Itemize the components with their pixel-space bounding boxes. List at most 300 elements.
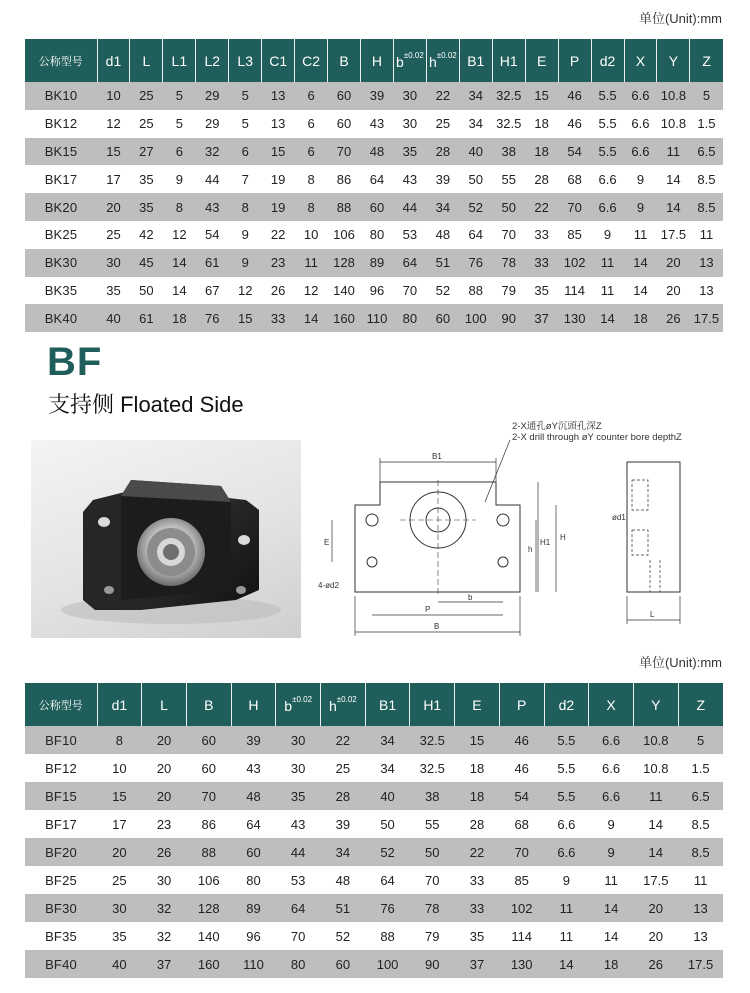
value-cell: 50 bbox=[130, 277, 163, 305]
value-cell: 28 bbox=[525, 165, 558, 193]
value-cell: 9 bbox=[624, 193, 657, 221]
value-cell: 20 bbox=[633, 922, 678, 950]
value-cell: 30 bbox=[97, 249, 130, 277]
value-cell: 44 bbox=[276, 838, 321, 866]
value-cell: 76 bbox=[196, 304, 229, 332]
value-cell: 80 bbox=[276, 950, 321, 978]
value-cell: 70 bbox=[328, 138, 361, 166]
value-cell: 19 bbox=[262, 193, 295, 221]
value-cell: 88 bbox=[365, 922, 410, 950]
value-cell: 12 bbox=[163, 221, 196, 249]
value-cell: 79 bbox=[410, 922, 455, 950]
value-cell: 51 bbox=[426, 249, 459, 277]
value-cell: 30 bbox=[393, 110, 426, 138]
dim-label-d1: ød1 bbox=[612, 513, 626, 522]
value-cell: 11 bbox=[624, 221, 657, 249]
value-cell: 33 bbox=[455, 894, 500, 922]
table-row bbox=[25, 838, 723, 866]
value-cell: 100 bbox=[365, 950, 410, 978]
value-cell: 33 bbox=[455, 866, 500, 894]
value-cell: 8 bbox=[295, 193, 328, 221]
value-cell: 38 bbox=[410, 782, 455, 810]
value-cell: 33 bbox=[525, 249, 558, 277]
value-cell: 106 bbox=[328, 221, 361, 249]
model-cell: BF20 bbox=[25, 838, 97, 866]
value-cell: 6.6 bbox=[589, 754, 634, 782]
value-cell: 32 bbox=[142, 894, 187, 922]
header-d1: d1 bbox=[97, 39, 130, 82]
model-cell: BK25 bbox=[25, 221, 97, 249]
value-cell: 43 bbox=[276, 810, 321, 838]
value-cell: 27 bbox=[130, 138, 163, 166]
value-cell: 28 bbox=[426, 138, 459, 166]
dim-label-h1: H1 bbox=[540, 538, 551, 547]
value-cell: 15 bbox=[262, 138, 295, 166]
value-cell: 1.5 bbox=[678, 754, 723, 782]
dim-label-b-small: b bbox=[468, 593, 473, 602]
value-cell: 28 bbox=[321, 782, 366, 810]
value-cell: 11 bbox=[657, 138, 690, 166]
value-cell: 6.5 bbox=[678, 782, 723, 810]
value-cell: 18 bbox=[455, 782, 500, 810]
value-cell: 14 bbox=[589, 894, 634, 922]
value-cell: 37 bbox=[525, 304, 558, 332]
table-row bbox=[25, 138, 723, 166]
value-cell: 43 bbox=[196, 193, 229, 221]
value-cell: 86 bbox=[186, 810, 231, 838]
model-cell: BK10 bbox=[25, 82, 97, 110]
header-l: L bbox=[142, 683, 187, 726]
value-cell: 34 bbox=[365, 726, 410, 754]
value-cell: 15 bbox=[455, 726, 500, 754]
value-cell: 60 bbox=[361, 193, 394, 221]
value-cell: 14 bbox=[163, 277, 196, 305]
table-row bbox=[25, 165, 723, 193]
table-row bbox=[25, 249, 723, 277]
value-cell: 11 bbox=[633, 782, 678, 810]
header-b1: B1 bbox=[459, 39, 492, 82]
value-cell: 25 bbox=[130, 82, 163, 110]
value-cell: 53 bbox=[393, 221, 426, 249]
value-cell: 5 bbox=[229, 82, 262, 110]
value-cell: 96 bbox=[361, 277, 394, 305]
value-cell: 20 bbox=[142, 726, 187, 754]
value-cell: 8.5 bbox=[690, 193, 723, 221]
value-cell: 9 bbox=[229, 221, 262, 249]
value-cell: 32.5 bbox=[492, 110, 525, 138]
value-cell: 32.5 bbox=[492, 82, 525, 110]
technical-drawing bbox=[310, 410, 730, 650]
value-cell: 20 bbox=[657, 249, 690, 277]
value-cell: 35 bbox=[455, 922, 500, 950]
value-cell: 35 bbox=[130, 193, 163, 221]
value-cell: 40 bbox=[459, 138, 492, 166]
value-cell: 43 bbox=[361, 110, 394, 138]
header-d2: d2 bbox=[544, 683, 589, 726]
value-cell: 15 bbox=[525, 82, 558, 110]
value-cell: 6.6 bbox=[544, 838, 589, 866]
bf-table-header bbox=[25, 683, 723, 726]
table-row bbox=[25, 894, 723, 922]
value-cell: 76 bbox=[365, 894, 410, 922]
value-cell: 20 bbox=[633, 894, 678, 922]
value-cell: 13 bbox=[678, 922, 723, 950]
value-cell: 12 bbox=[295, 277, 328, 305]
header-y: Y bbox=[657, 39, 690, 82]
value-cell: 22 bbox=[455, 838, 500, 866]
tolerance-label: ±0.02 bbox=[436, 51, 457, 60]
value-cell: 22 bbox=[262, 221, 295, 249]
header-h: H bbox=[361, 39, 394, 82]
value-cell: 39 bbox=[426, 165, 459, 193]
value-cell: 11 bbox=[544, 922, 589, 950]
header-model: 公称型号 bbox=[25, 683, 97, 726]
dim-label-h-small: h bbox=[528, 545, 533, 554]
drawing-note-en: 2-X drill through øY counter bore depthZ bbox=[512, 432, 682, 443]
value-cell: 130 bbox=[558, 304, 591, 332]
value-cell: 18 bbox=[455, 754, 500, 782]
value-cell: 10.8 bbox=[633, 754, 678, 782]
value-cell: 9 bbox=[591, 221, 624, 249]
value-cell: 15 bbox=[97, 138, 130, 166]
value-cell: 85 bbox=[499, 866, 544, 894]
value-cell: 50 bbox=[459, 165, 492, 193]
model-cell: BK20 bbox=[25, 193, 97, 221]
bf-subtitle: 支持侧 Floated Side bbox=[48, 392, 244, 417]
value-cell: 35 bbox=[393, 138, 426, 166]
value-cell: 52 bbox=[321, 922, 366, 950]
value-cell: 32.5 bbox=[410, 754, 455, 782]
value-cell: 38 bbox=[492, 138, 525, 166]
value-cell: 61 bbox=[196, 249, 229, 277]
value-cell: 48 bbox=[231, 782, 276, 810]
value-cell: 80 bbox=[361, 221, 394, 249]
table-row bbox=[25, 810, 723, 838]
model-cell: BF15 bbox=[25, 782, 97, 810]
value-cell: 39 bbox=[231, 726, 276, 754]
value-cell: 14 bbox=[591, 304, 624, 332]
value-cell: 48 bbox=[361, 138, 394, 166]
value-cell: 160 bbox=[186, 950, 231, 978]
value-cell: 15 bbox=[229, 304, 262, 332]
value-cell: 9 bbox=[163, 165, 196, 193]
dim-label-b: B bbox=[434, 622, 440, 631]
header-b: $b^{\pm 0.02}$ bbox=[276, 683, 321, 726]
value-cell: 10.8 bbox=[657, 82, 690, 110]
value-cell: 23 bbox=[142, 810, 187, 838]
value-cell: 50 bbox=[410, 838, 455, 866]
value-cell: 18 bbox=[589, 950, 634, 978]
value-cell: 6 bbox=[295, 110, 328, 138]
value-cell: 23 bbox=[262, 249, 295, 277]
value-cell: 5.5 bbox=[591, 110, 624, 138]
value-cell: 60 bbox=[186, 726, 231, 754]
value-cell: 89 bbox=[231, 894, 276, 922]
value-cell: 28 bbox=[455, 810, 500, 838]
value-cell: 14 bbox=[633, 810, 678, 838]
value-cell: 34 bbox=[459, 82, 492, 110]
value-cell: 46 bbox=[558, 82, 591, 110]
value-cell: 110 bbox=[361, 304, 394, 332]
header-h: $h^{\pm 0.02}$ bbox=[321, 683, 366, 726]
value-cell: 26 bbox=[262, 277, 295, 305]
value-cell: 11 bbox=[591, 277, 624, 305]
value-cell: 1.5 bbox=[690, 110, 723, 138]
value-cell: 8 bbox=[295, 165, 328, 193]
value-cell: 26 bbox=[657, 304, 690, 332]
model-cell: BK30 bbox=[25, 249, 97, 277]
value-cell: 25 bbox=[426, 110, 459, 138]
header-b: B bbox=[186, 683, 231, 726]
value-cell: 11 bbox=[690, 221, 723, 249]
value-cell: 46 bbox=[499, 754, 544, 782]
value-cell: 70 bbox=[558, 193, 591, 221]
value-cell: 25 bbox=[130, 110, 163, 138]
header-z: Z bbox=[690, 39, 723, 82]
value-cell: 17.5 bbox=[690, 304, 723, 332]
value-cell: 35 bbox=[97, 922, 142, 950]
value-cell: 102 bbox=[558, 249, 591, 277]
bf-heading: BF bbox=[47, 340, 103, 384]
dim-label-b1: B1 bbox=[432, 452, 442, 461]
value-cell: 140 bbox=[328, 277, 361, 305]
table-row bbox=[25, 726, 723, 754]
value-cell: 19 bbox=[262, 165, 295, 193]
value-cell: 64 bbox=[393, 249, 426, 277]
value-cell: 6.5 bbox=[690, 138, 723, 166]
header-p: P bbox=[558, 39, 591, 82]
value-cell: 80 bbox=[393, 304, 426, 332]
header-d1: d1 bbox=[97, 683, 142, 726]
value-cell: 128 bbox=[328, 249, 361, 277]
value-cell: 30 bbox=[393, 82, 426, 110]
value-cell: 60 bbox=[321, 950, 366, 978]
value-cell: 15 bbox=[97, 782, 142, 810]
value-cell: 68 bbox=[558, 165, 591, 193]
header-l3: L3 bbox=[229, 39, 262, 82]
value-cell: 11 bbox=[589, 866, 634, 894]
table-row bbox=[25, 754, 723, 782]
value-cell: 70 bbox=[276, 922, 321, 950]
value-cell: 35 bbox=[130, 165, 163, 193]
value-cell: 88 bbox=[459, 277, 492, 305]
value-cell: 30 bbox=[276, 726, 321, 754]
value-cell: 13 bbox=[690, 277, 723, 305]
value-cell: 6 bbox=[295, 82, 328, 110]
value-cell: 43 bbox=[393, 165, 426, 193]
dim-label-p: P bbox=[425, 605, 431, 614]
value-cell: 12 bbox=[97, 110, 130, 138]
value-cell: 64 bbox=[365, 866, 410, 894]
value-cell: 10 bbox=[295, 221, 328, 249]
value-cell: 11 bbox=[544, 894, 589, 922]
model-cell: BF30 bbox=[25, 894, 97, 922]
table-row bbox=[25, 193, 723, 221]
value-cell: 90 bbox=[492, 304, 525, 332]
value-cell: 40 bbox=[365, 782, 410, 810]
tolerance-label: ±0.02 bbox=[403, 51, 424, 60]
dim-label-h: H bbox=[560, 533, 566, 542]
value-cell: 5.5 bbox=[544, 782, 589, 810]
value-cell: 33 bbox=[525, 221, 558, 249]
value-cell: 34 bbox=[459, 110, 492, 138]
value-cell: 13 bbox=[678, 894, 723, 922]
table-row bbox=[25, 110, 723, 138]
value-cell: 29 bbox=[196, 82, 229, 110]
value-cell: 5 bbox=[229, 110, 262, 138]
model-cell: BF10 bbox=[25, 726, 97, 754]
value-cell: 18 bbox=[525, 110, 558, 138]
value-cell: 60 bbox=[231, 838, 276, 866]
value-cell: 48 bbox=[426, 221, 459, 249]
model-cell: BK35 bbox=[25, 277, 97, 305]
value-cell: 30 bbox=[97, 894, 142, 922]
value-cell: 34 bbox=[321, 838, 366, 866]
value-cell: 14 bbox=[295, 304, 328, 332]
value-cell: 6 bbox=[163, 138, 196, 166]
value-cell: 18 bbox=[624, 304, 657, 332]
value-cell: 70 bbox=[186, 782, 231, 810]
value-cell: 14 bbox=[624, 249, 657, 277]
header-e: E bbox=[455, 683, 500, 726]
value-cell: 17.5 bbox=[657, 221, 690, 249]
value-cell: 160 bbox=[328, 304, 361, 332]
value-cell: 20 bbox=[97, 193, 130, 221]
value-cell: 26 bbox=[142, 838, 187, 866]
value-cell: 6 bbox=[295, 138, 328, 166]
value-cell: 61 bbox=[130, 304, 163, 332]
value-cell: 46 bbox=[499, 726, 544, 754]
value-cell: 5.5 bbox=[544, 726, 589, 754]
unit-label-bottom: 单位(Unit):mm bbox=[638, 655, 722, 670]
value-cell: 44 bbox=[393, 193, 426, 221]
model-cell: BK15 bbox=[25, 138, 97, 166]
value-cell: 10.8 bbox=[633, 726, 678, 754]
value-cell: 80 bbox=[231, 866, 276, 894]
value-cell: 8 bbox=[163, 193, 196, 221]
value-cell: 48 bbox=[321, 866, 366, 894]
table-row bbox=[25, 866, 723, 894]
header-p: P bbox=[499, 683, 544, 726]
value-cell: 11 bbox=[678, 866, 723, 894]
dim-label-l: L bbox=[650, 610, 655, 619]
value-cell: 17 bbox=[97, 810, 142, 838]
value-cell: 10 bbox=[97, 82, 130, 110]
header-b1: B1 bbox=[365, 683, 410, 726]
value-cell: 20 bbox=[97, 838, 142, 866]
value-cell: 14 bbox=[657, 193, 690, 221]
value-cell: 30 bbox=[276, 754, 321, 782]
header-h: $h^{\pm 0.02}$ bbox=[426, 39, 459, 82]
value-cell: 55 bbox=[410, 810, 455, 838]
value-cell: 26 bbox=[633, 950, 678, 978]
value-cell: 9 bbox=[544, 866, 589, 894]
model-cell: BK12 bbox=[25, 110, 97, 138]
value-cell: 9 bbox=[624, 165, 657, 193]
bearing-support-image bbox=[31, 440, 301, 638]
model-cell: BF12 bbox=[25, 754, 97, 782]
value-cell: 70 bbox=[499, 838, 544, 866]
value-cell: 70 bbox=[492, 221, 525, 249]
dim-label-e: E bbox=[324, 538, 330, 547]
value-cell: 14 bbox=[544, 950, 589, 978]
value-cell: 9 bbox=[229, 249, 262, 277]
header-b: B bbox=[328, 39, 361, 82]
model-cell: BK17 bbox=[25, 165, 97, 193]
value-cell: 67 bbox=[196, 277, 229, 305]
value-cell: 20 bbox=[657, 277, 690, 305]
value-cell: 90 bbox=[410, 950, 455, 978]
value-cell: 45 bbox=[130, 249, 163, 277]
value-cell: 22 bbox=[525, 193, 558, 221]
value-cell: 10 bbox=[97, 754, 142, 782]
value-cell: 18 bbox=[163, 304, 196, 332]
header-l: L bbox=[130, 39, 163, 82]
header-h: H bbox=[231, 683, 276, 726]
value-cell: 88 bbox=[328, 193, 361, 221]
table-row bbox=[25, 277, 723, 305]
value-cell: 130 bbox=[499, 950, 544, 978]
value-cell: 60 bbox=[426, 304, 459, 332]
value-cell: 60 bbox=[328, 82, 361, 110]
value-cell: 5.5 bbox=[544, 754, 589, 782]
header-y: Y bbox=[633, 683, 678, 726]
value-cell: 14 bbox=[624, 277, 657, 305]
value-cell: 5 bbox=[163, 82, 196, 110]
tolerance-label: ±0.02 bbox=[336, 695, 357, 704]
value-cell: 78 bbox=[410, 894, 455, 922]
value-cell: 79 bbox=[492, 277, 525, 305]
header-l1: L1 bbox=[163, 39, 196, 82]
value-cell: 12 bbox=[229, 277, 262, 305]
value-cell: 6.6 bbox=[624, 110, 657, 138]
value-cell: 70 bbox=[393, 277, 426, 305]
value-cell: 8.5 bbox=[678, 810, 723, 838]
value-cell: 140 bbox=[186, 922, 231, 950]
value-cell: 44 bbox=[196, 165, 229, 193]
table-row bbox=[25, 304, 723, 332]
value-cell: 96 bbox=[231, 922, 276, 950]
value-cell: 64 bbox=[276, 894, 321, 922]
value-cell: 86 bbox=[328, 165, 361, 193]
value-cell: 8 bbox=[229, 193, 262, 221]
bk-table-header bbox=[25, 39, 723, 82]
value-cell: 70 bbox=[410, 866, 455, 894]
value-cell: 7 bbox=[229, 165, 262, 193]
model-cell: BF35 bbox=[25, 922, 97, 950]
value-cell: 54 bbox=[499, 782, 544, 810]
value-cell: 37 bbox=[455, 950, 500, 978]
value-cell: 8.5 bbox=[678, 838, 723, 866]
header-h1: H1 bbox=[410, 683, 455, 726]
value-cell: 6 bbox=[229, 138, 262, 166]
header-h1: H1 bbox=[492, 39, 525, 82]
product-photo bbox=[31, 440, 301, 638]
value-cell: 37 bbox=[142, 950, 187, 978]
value-cell: 76 bbox=[459, 249, 492, 277]
value-cell: 13 bbox=[262, 110, 295, 138]
value-cell: 25 bbox=[321, 754, 366, 782]
value-cell: 34 bbox=[365, 754, 410, 782]
bk-spec-table bbox=[25, 39, 723, 332]
value-cell: 43 bbox=[231, 754, 276, 782]
header-x: X bbox=[624, 39, 657, 82]
value-cell: 22 bbox=[426, 82, 459, 110]
header-l2: L2 bbox=[196, 39, 229, 82]
bf-spec-table bbox=[25, 683, 723, 978]
value-cell: 14 bbox=[657, 165, 690, 193]
value-cell: 25 bbox=[97, 221, 130, 249]
